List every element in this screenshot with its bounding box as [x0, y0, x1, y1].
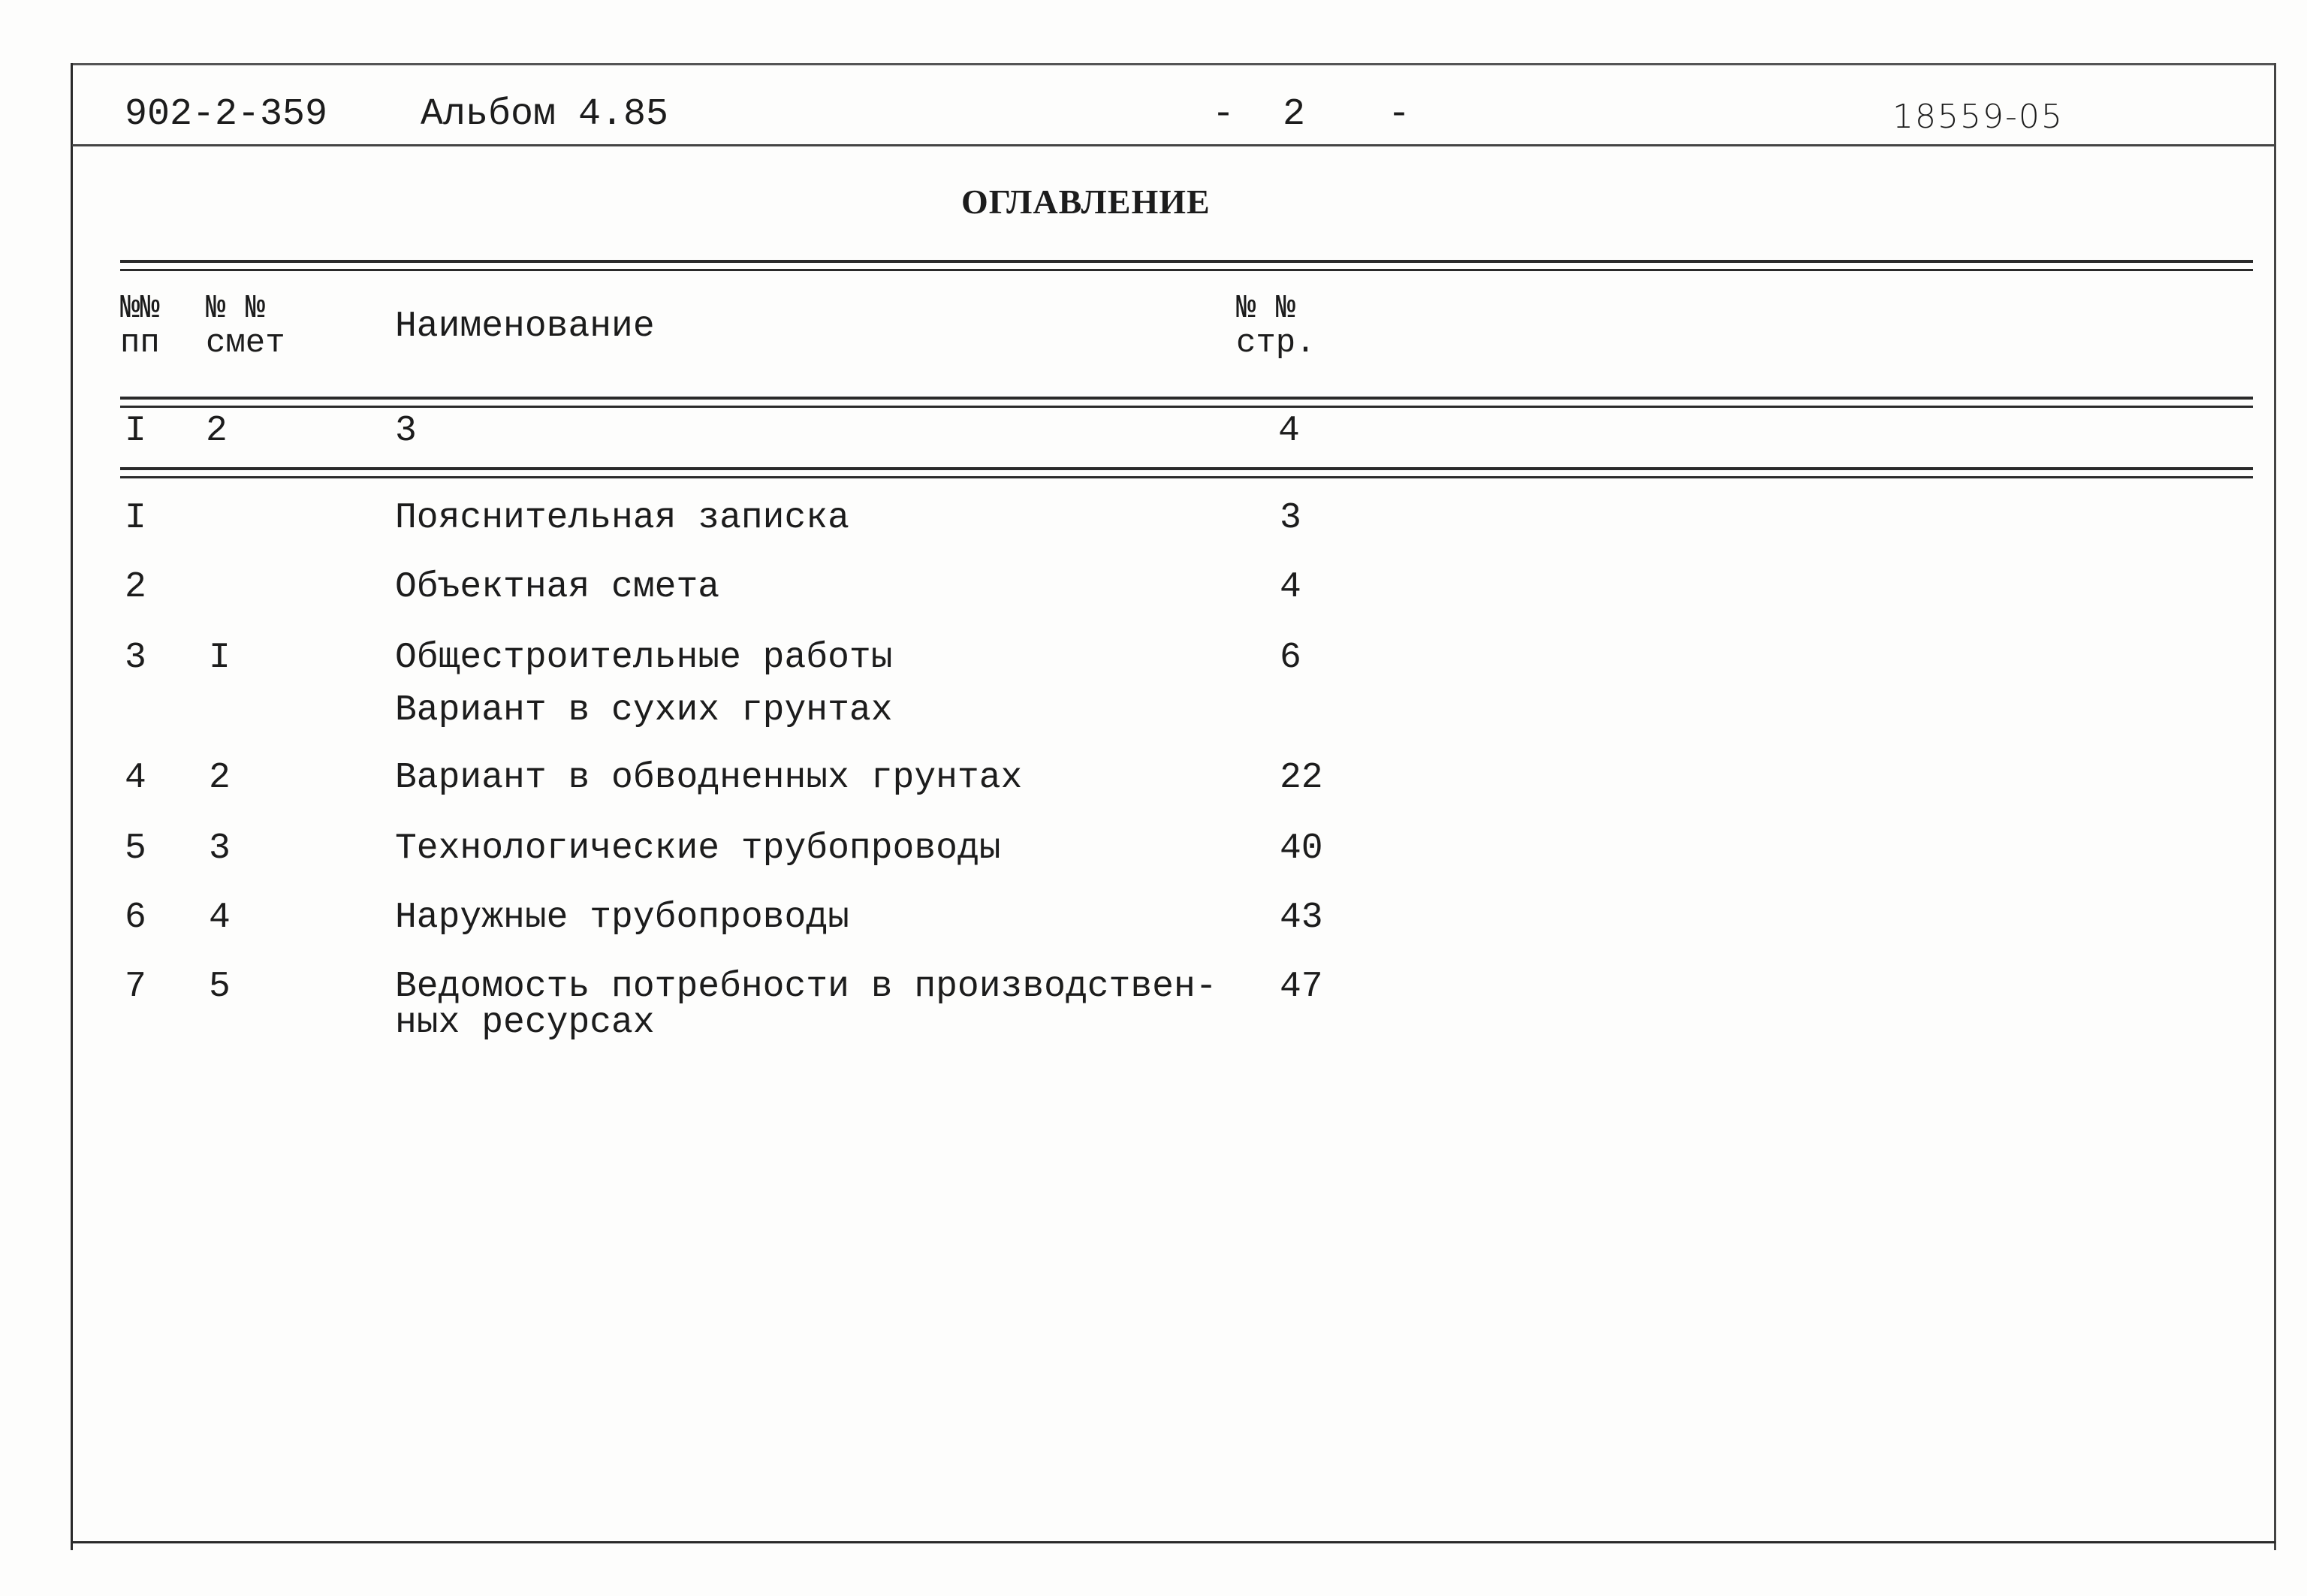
row-item-number: 4 [125, 758, 146, 798]
header-document-number: 18559-05 [1892, 98, 2064, 136]
frame-top-border [72, 63, 2275, 65]
column-number-3: 3 [395, 411, 417, 451]
column-header-estimate-number [206, 291, 285, 361]
table-numbers-rule [120, 467, 2253, 470]
row-estimate-number: 5 [209, 967, 231, 1007]
header-page-number: 2 [1283, 93, 1306, 136]
table-top-rule [120, 260, 2253, 263]
row-name: Объектная смета [395, 567, 720, 608]
page-title: ОГЛАВЛЕНИЕ [961, 183, 1211, 221]
row-name: Ведомость потребности в производствен- [395, 967, 1217, 1007]
column-header-page-number-bottom: стр. [1236, 324, 1316, 363]
row-item-number: 2 [125, 567, 146, 608]
row-estimate-number: 4 [209, 898, 231, 938]
frame-bottom-border [71, 1541, 2275, 1543]
column-header-item-number [120, 291, 160, 361]
row-estimate-number: 2 [209, 758, 231, 798]
table-numbers-rule-inner [120, 476, 2253, 478]
column-header-item-number-top: №№ [120, 290, 160, 327]
row-name-continuation: Вариант в сухих грунтах [395, 690, 893, 731]
header-rule [72, 144, 2275, 146]
row-item-number: I [125, 498, 146, 539]
row-name: Технологические трубопроводы [395, 828, 1001, 869]
column-number-1: I [125, 411, 146, 451]
frame-left-border [71, 63, 73, 1550]
row-name: Наружные трубопроводы [395, 898, 849, 938]
row-item-number: 3 [125, 638, 146, 678]
column-header-estimate-number-bottom: смет [206, 324, 285, 363]
row-page: 4 [1280, 567, 1301, 608]
row-page: 3 [1280, 498, 1301, 539]
column-number-4: 4 [1278, 411, 1300, 451]
row-name: Общестроительные работы [395, 638, 893, 678]
column-header-name: Наименование [395, 306, 655, 347]
frame-right-border [2274, 63, 2276, 1550]
column-header-page-number [1236, 291, 1316, 361]
row-page: 6 [1280, 638, 1301, 678]
header-album: Альбом 4.85 [421, 93, 669, 136]
row-estimate-number: I [209, 638, 231, 678]
row-item-number: 6 [125, 898, 146, 938]
table-top-rule-inner [120, 269, 2253, 271]
row-page: 43 [1280, 898, 1323, 938]
header-code: 902-2-359 [125, 93, 328, 136]
row-item-number: 7 [125, 967, 146, 1007]
row-item-number: 5 [125, 828, 146, 869]
column-header-page-number-top: № № [1236, 290, 1296, 327]
row-page: 22 [1280, 758, 1323, 798]
column-header-item-number-bottom: пп [120, 324, 160, 363]
column-number-2: 2 [206, 411, 228, 451]
row-name-continuation: ных ресурсах [395, 1003, 655, 1043]
header-dash-left: - [1212, 93, 1235, 136]
row-name: Пояснительная записка [395, 498, 849, 539]
row-page: 40 [1280, 828, 1323, 869]
row-name: Вариант в обводненных грунтах [395, 758, 1023, 798]
row-estimate-number: 3 [209, 828, 231, 869]
header-dash-right: - [1388, 93, 1411, 136]
column-header-estimate-number-top: № № [206, 290, 266, 327]
table-header-rule [120, 397, 2253, 400]
table-header-rule-inner [120, 406, 2253, 408]
row-page: 47 [1280, 967, 1323, 1007]
